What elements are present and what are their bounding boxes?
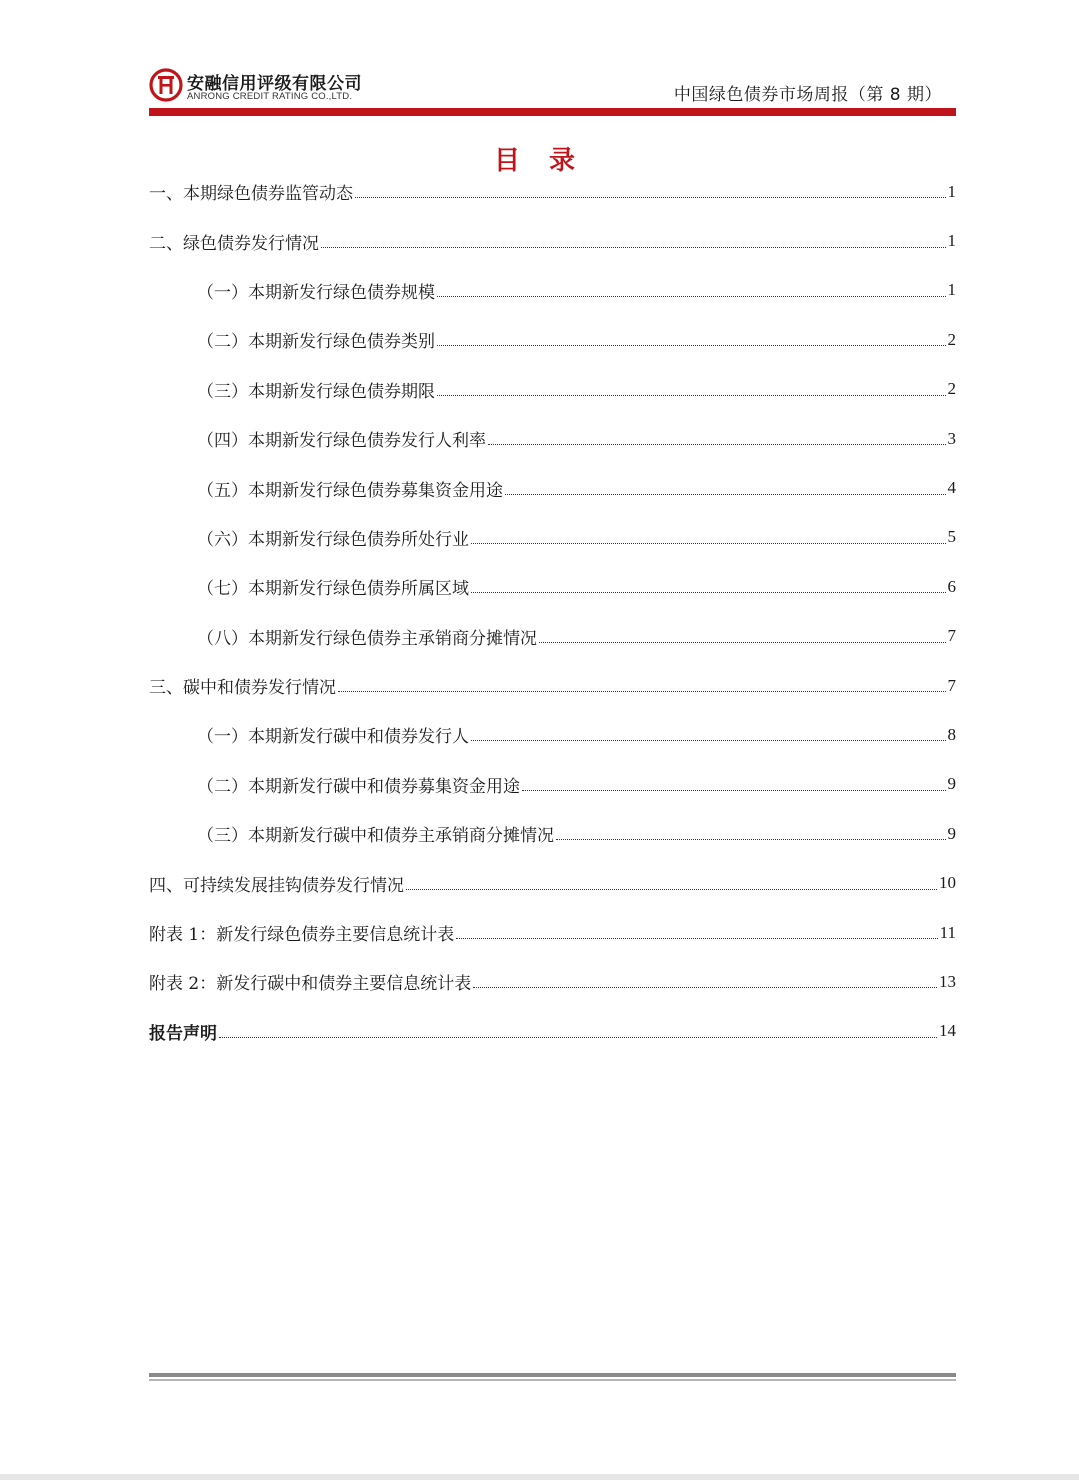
toc-entry[interactable] [149,414,956,463]
toc-entry-title: （三）本期新发行绿色债券期限 [197,381,435,402]
toc-leader-dots [219,1037,937,1038]
report-title: 中国绿色债券市场周报（第 8 期） [673,85,942,105]
toc-entry-title: 二、绿色债券发行情况 [149,233,319,254]
toc-leader-dots [355,197,946,198]
toc-entry-title: 四、可持续发展挂钩债券发行情况 [149,875,404,896]
toc-entry[interactable] [149,809,956,858]
toc-leader-dots [471,592,946,593]
toc-entry-page: 7 [947,675,956,695]
toc-leader-dots [456,938,937,939]
page-bottom-edge [0,1474,1079,1480]
toc-entry[interactable] [149,661,956,710]
toc-entry-page: 1 [947,280,956,300]
toc-leader-dots [471,543,946,544]
toc-entry-page: 5 [947,527,956,547]
toc-entry-page: 14 [939,1021,956,1041]
toc-entry-title: （七）本期新发行绿色债券所属区域 [197,579,469,600]
toc-entry-page: 8 [947,724,956,744]
toc-entry-page: 11 [939,922,956,942]
toc-entry-page: 13 [939,971,956,991]
toc-leader-dots [406,889,937,890]
toc-leader-dots [437,345,946,346]
company-name-en: ANRONG CREDIT RATING CO.,LTD. [187,91,353,102]
toc-entry[interactable] [149,513,956,562]
toc-leader-dots [556,839,946,840]
toc-entry[interactable] [149,365,956,414]
toc-entry[interactable] [149,957,956,1006]
toc-entry-title: （五）本期新发行绿色债券募集资金用途 [197,480,503,501]
toc-entry-title: 三、碳中和债券发行情况 [149,678,336,699]
toc-leader-dots [321,247,946,248]
toc-entry-page: 6 [947,576,956,596]
toc-entry[interactable] [149,710,956,759]
toc-entry-title: （六）本期新发行绿色债券所处行业 [197,529,469,550]
toc-entry-title: （八）本期新发行绿色债券主承销商分摊情况 [197,628,537,649]
table-of-contents [149,167,956,1056]
toc-entry[interactable] [149,167,956,216]
toc-entry-title: 报告声明 [149,1023,217,1044]
toc-entry[interactable] [149,1007,956,1056]
toc-entry[interactable] [149,908,956,957]
toc-entry-title: （一）本期新发行碳中和债券发行人 [197,727,469,748]
toc-entry-title: 一、本期绿色债券监管动态 [149,184,353,205]
toc-entry[interactable] [149,216,956,265]
toc-entry-page: 1 [947,181,956,201]
toc-leader-dots [338,691,946,692]
company-name-cn: 安融信用评级有限公司 [187,74,362,94]
toc-heading: 目 录 [493,146,586,176]
toc-leader-dots [522,790,946,791]
toc-entry-page: 2 [947,379,956,399]
toc-entry-page: 10 [939,873,956,893]
toc-entry-page: 2 [947,329,956,349]
toc-entry-title: （二）本期新发行碳中和债券募集资金用途 [197,776,520,797]
toc-entry-page: 9 [947,823,956,843]
toc-leader-dots [471,740,946,741]
toc-entry[interactable] [149,463,956,512]
toc-leader-dots [539,642,946,643]
toc-leader-dots [437,296,946,297]
toc-entry-title: （二）本期新发行绿色债券类别 [197,332,435,353]
toc-leader-dots [505,494,946,495]
footer-divider-thin [149,1379,956,1381]
toc-entry-title: （三）本期新发行碳中和债券主承销商分摊情况 [197,826,554,847]
toc-entry[interactable] [149,612,956,661]
toc-entry[interactable] [149,562,956,611]
toc-leader-dots [473,987,937,988]
toc-leader-dots [437,395,946,396]
toc-entry-title: （四）本期新发行绿色债券发行人利率 [197,431,486,452]
toc-entry-title: 附表 1：新发行绿色债券主要信息统计表 [149,925,455,946]
toc-entry-page: 4 [947,478,956,498]
toc-entry-title: （一）本期新发行绿色债券规模 [197,282,435,303]
toc-entry-page: 1 [947,231,956,251]
toc-entry-page: 3 [947,428,956,448]
toc-entry[interactable] [149,760,956,809]
anrong-logo-icon [149,68,183,102]
toc-entry[interactable] [149,266,956,315]
header-divider [149,108,956,116]
toc-leader-dots [488,444,946,445]
footer-divider [149,1373,956,1377]
toc-entry[interactable] [149,858,956,907]
toc-entry-title: 附表 2：新发行碳中和债券主要信息统计表 [149,974,472,995]
toc-entry[interactable] [149,315,956,364]
toc-entry-page: 7 [947,626,956,646]
toc-entry-page: 9 [947,774,956,794]
